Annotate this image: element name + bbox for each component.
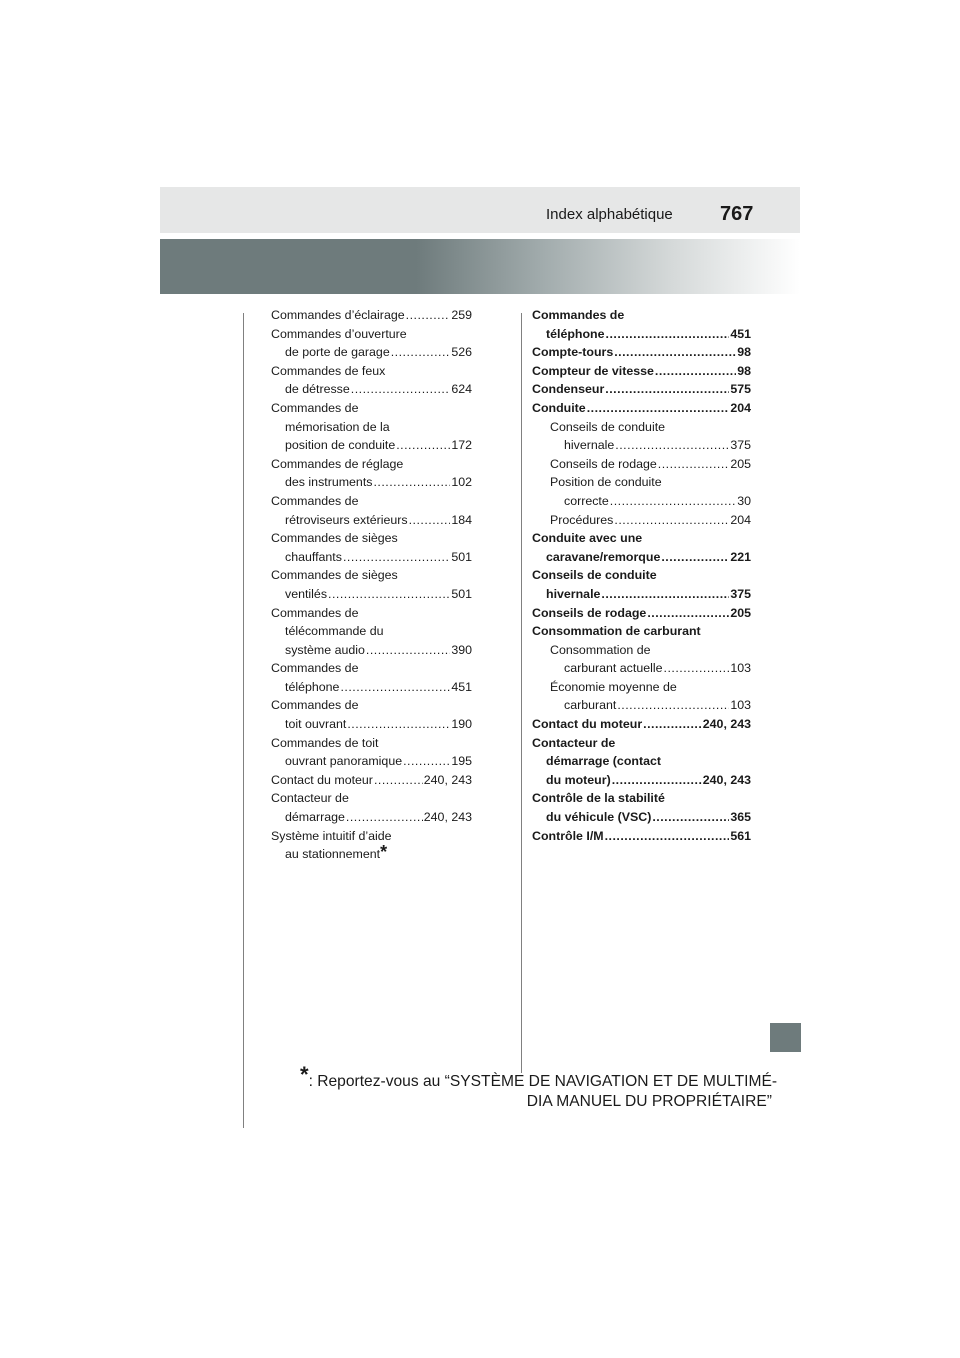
index-line	[532, 362, 751, 381]
gradient-band	[160, 239, 800, 294]
dot-leader	[340, 678, 450, 697]
index-term: Consommation de carburant	[532, 624, 701, 639]
index-line	[271, 808, 472, 827]
index-term: toit ouvrant	[285, 717, 347, 732]
index-entry	[271, 771, 472, 790]
dot-leader	[652, 808, 729, 827]
index-term: Commandes de	[271, 605, 359, 620]
index-term: Compteur de vitesse	[532, 363, 654, 378]
page-reference: 190	[451, 717, 472, 732]
index-line	[271, 734, 472, 753]
index-line	[532, 566, 751, 585]
dot-leader	[343, 548, 450, 567]
page-reference: 375	[730, 586, 751, 601]
index-term: Consommation de	[550, 642, 651, 657]
index-entry	[271, 566, 472, 603]
page-reference: 501	[451, 549, 472, 564]
index-term: Contrôle I/M	[532, 828, 604, 843]
index-entry	[532, 473, 751, 510]
dot-leader	[617, 696, 729, 715]
page-reference: 365	[730, 810, 751, 825]
index-column-right	[532, 306, 751, 845]
footnote-line-2: DIA MANUEL DU PROPRIÉTAIRE”	[526, 1093, 772, 1110]
page-reference: 205	[730, 605, 751, 620]
index-line	[271, 325, 472, 344]
index-line	[271, 696, 472, 715]
index-term: Contact du moteur	[271, 772, 373, 787]
footnote-star: *	[300, 1062, 309, 1087]
page-reference: 102	[451, 475, 472, 490]
index-term: Conduite	[532, 400, 586, 415]
page-reference: 195	[451, 754, 472, 769]
index-term: téléphone	[546, 326, 605, 341]
index-term: ouvrant panoramique	[285, 754, 403, 769]
dot-leader	[647, 604, 729, 623]
section-thumb-tab	[770, 1023, 801, 1052]
index-term: Commandes de sièges	[271, 531, 398, 546]
page-reference: 375	[730, 438, 751, 453]
index-entry	[532, 641, 751, 678]
index-term: Procédures	[550, 512, 614, 527]
index-line	[532, 511, 751, 530]
index-line	[271, 343, 472, 362]
index-line	[271, 529, 472, 548]
index-line	[271, 659, 472, 678]
dot-leader	[658, 455, 730, 474]
index-term: mémorisation de la	[285, 419, 390, 434]
index-entry	[532, 362, 751, 381]
dot-leader	[661, 548, 729, 567]
index-term: carburant actuelle	[564, 661, 663, 676]
index-line	[271, 771, 472, 790]
index-term: Contacteur de	[271, 791, 349, 806]
index-term: de porte de garage	[285, 345, 390, 360]
index-line	[532, 752, 751, 771]
footnote	[300, 1062, 778, 1112]
page-reference: 451	[730, 326, 751, 341]
index-term: Commandes de	[271, 698, 359, 713]
index-line	[271, 566, 472, 585]
index-entry	[532, 343, 751, 362]
index-term: Contrôle de la stabilité	[532, 791, 665, 806]
index-line	[532, 696, 751, 715]
index-term: Commandes de sièges	[271, 568, 398, 583]
index-line	[532, 399, 751, 418]
index-entry	[532, 399, 751, 418]
index-column-left	[271, 306, 472, 864]
index-line	[532, 585, 751, 604]
index-entry	[532, 827, 751, 846]
page-reference: 526	[451, 345, 472, 360]
dot-leader	[366, 641, 450, 660]
index-line	[532, 678, 751, 697]
index-term: chauffants	[285, 549, 342, 564]
index-entry	[271, 529, 472, 566]
index-line	[271, 492, 472, 511]
dot-leader	[406, 306, 451, 325]
index-entry	[532, 529, 751, 566]
page-reference: 204	[730, 512, 751, 527]
index-line	[532, 808, 751, 827]
page-reference: 575	[730, 382, 751, 397]
index-line	[532, 827, 751, 846]
index-term: Conseils de rodage	[532, 605, 647, 620]
index-line	[271, 511, 472, 530]
index-term: Contact du moteur	[532, 717, 643, 732]
index-line	[532, 715, 751, 734]
index-entry	[271, 325, 472, 362]
index-line	[271, 585, 472, 604]
index-term: Commandes de feux	[271, 363, 386, 378]
index-line	[532, 325, 751, 344]
index-term: téléphone	[285, 679, 340, 694]
dot-leader	[612, 771, 702, 790]
index-term: carburant	[564, 698, 617, 713]
index-term: Conseils de rodage	[550, 456, 657, 471]
dot-leader	[328, 585, 450, 604]
column-divider	[521, 313, 522, 1073]
index-line	[532, 659, 751, 678]
index-line	[271, 789, 472, 808]
index-term: caravane/remorque	[546, 549, 661, 564]
index-line	[271, 752, 472, 771]
dot-leader	[403, 752, 450, 771]
dot-leader	[610, 492, 736, 511]
index-entry	[271, 455, 472, 492]
page-reference: 561	[730, 828, 751, 843]
index-term: Condenseur	[532, 382, 605, 397]
index-line	[532, 306, 751, 325]
index-term: Conduite avec une	[532, 531, 643, 546]
index-entry	[532, 622, 751, 641]
index-term: système audio	[285, 642, 365, 657]
index-line	[271, 678, 472, 697]
dot-leader	[605, 827, 730, 846]
dot-leader	[391, 343, 451, 362]
index-term: Économie moyenne de	[550, 679, 677, 694]
dot-leader	[587, 399, 730, 418]
page-reference: 172	[451, 438, 472, 453]
index-entry	[532, 455, 751, 474]
index-term: Conseils de conduite	[550, 419, 666, 434]
dot-leader	[615, 436, 729, 455]
index-entry	[532, 511, 751, 530]
index-line	[271, 473, 472, 492]
index-entry	[271, 604, 472, 660]
page-reference: 204	[730, 400, 751, 415]
page-reference: 501	[451, 586, 472, 601]
index-line	[532, 455, 751, 474]
index-term: Commandes de	[532, 308, 625, 322]
index-line	[532, 343, 751, 362]
index-entry	[271, 306, 472, 325]
index-term: Commandes de	[271, 400, 359, 415]
index-term: hivernale	[564, 438, 615, 453]
index-line	[271, 622, 472, 641]
index-line	[271, 641, 472, 660]
dot-leader	[409, 511, 451, 530]
index-line	[271, 362, 472, 381]
index-term: démarrage (contact	[546, 754, 661, 769]
index-entry	[271, 789, 472, 826]
index-term: hivernale	[546, 586, 601, 601]
dot-leader	[614, 511, 729, 530]
index-term: au stationnement	[285, 847, 381, 862]
dot-leader	[396, 436, 450, 455]
index-term: Système intuitif d’aide	[271, 828, 392, 843]
index-line: au stationnement *	[285, 842, 388, 863]
dot-leader	[655, 362, 736, 381]
dot-leader	[606, 325, 730, 344]
index-line	[532, 492, 751, 511]
dot-leader	[601, 585, 729, 604]
index-line	[532, 436, 751, 455]
page-reference: 98	[737, 345, 751, 360]
index-term: Contacteur de	[532, 735, 616, 750]
index-entry	[532, 604, 751, 623]
index-entry	[532, 678, 751, 715]
index-entry	[271, 659, 472, 696]
index-term: du véhicule (VSC)	[546, 810, 652, 825]
index-term: Commandes d’éclairage	[271, 308, 405, 322]
index-entry	[532, 789, 751, 826]
index-line	[271, 604, 472, 623]
index-term: rétroviseurs extérieurs	[285, 512, 408, 527]
index-entry	[271, 492, 472, 529]
index-line	[532, 548, 751, 567]
index-entry	[271, 827, 472, 864]
index-term: Conseils de conduite	[532, 568, 657, 583]
index-entry	[532, 566, 751, 603]
index-line	[271, 418, 472, 437]
index-term: des instruments	[285, 475, 373, 490]
index-term: démarrage	[285, 810, 345, 825]
index-term: Compte-tours	[532, 345, 614, 360]
index-line	[532, 529, 751, 548]
page-reference: 624	[451, 382, 472, 397]
index-term: Commandes de	[271, 661, 359, 676]
index-line	[532, 473, 751, 492]
page-reference: 30	[737, 493, 751, 508]
page-reference: 205	[730, 456, 751, 471]
page-reference: 103	[730, 661, 751, 676]
page-reference: 451	[451, 679, 472, 694]
dot-leader	[614, 343, 736, 362]
dot-leader	[373, 473, 450, 492]
footnote-line-1: : Reportez-vous au “SYSTÈME DE NAVIGATION ET DE MULTIMÉ-	[308, 1073, 778, 1090]
index-line	[271, 827, 472, 846]
index-term: Commandes d’ouverture	[271, 326, 407, 341]
dot-leader	[346, 808, 423, 827]
page-reference: 390	[451, 642, 472, 657]
index-line	[271, 380, 472, 399]
index-line	[271, 715, 472, 734]
index-entry	[271, 399, 472, 455]
index-line	[532, 641, 751, 660]
index-line	[271, 455, 472, 474]
index-line	[532, 771, 751, 790]
dot-leader	[374, 771, 423, 790]
index-line	[271, 548, 472, 567]
page-reference: 240, 243	[423, 772, 472, 787]
header-bar	[160, 187, 800, 233]
index-term: correcte	[564, 493, 609, 508]
index-term: position de conduite	[285, 438, 396, 453]
index-line	[532, 622, 751, 641]
index-entry	[532, 306, 751, 343]
index-term: Commandes de toit	[271, 735, 379, 750]
index-term: Commandes de réglage	[271, 456, 404, 471]
page-reference: 103	[730, 698, 751, 713]
index-entry	[532, 418, 751, 455]
dot-leader	[605, 380, 729, 399]
index-term: Commandes de	[271, 493, 359, 508]
index-line	[532, 604, 751, 623]
index-entry	[532, 380, 751, 399]
index-entry	[532, 715, 751, 734]
index-line	[271, 436, 472, 455]
page-reference: 98	[737, 363, 751, 378]
index-line	[532, 734, 751, 753]
header-title: Index alphabétique	[546, 206, 673, 223]
index-term: ventilés	[285, 586, 328, 601]
index-entry	[532, 734, 751, 790]
page-reference: 184	[451, 512, 472, 527]
index-line	[532, 380, 751, 399]
index-entry	[271, 734, 472, 771]
page-reference: 240, 243	[423, 810, 472, 825]
page-reference: 259	[451, 308, 472, 322]
page-number: 767	[720, 203, 754, 225]
index-line	[271, 306, 472, 325]
index-term: télécommande du	[285, 624, 384, 639]
dot-leader	[664, 659, 730, 678]
index-term: du moteur)	[546, 772, 611, 787]
left-margin-rule	[243, 313, 244, 1128]
index-entry	[271, 696, 472, 733]
index-term: Position de conduite	[550, 475, 662, 490]
page-reference: 240, 243	[702, 772, 751, 787]
index-line	[532, 789, 751, 808]
index-entry	[271, 362, 472, 399]
index-term: de détresse	[285, 382, 350, 397]
dot-leader	[351, 380, 451, 399]
index-line	[532, 418, 751, 437]
page-reference: 240, 243	[702, 717, 751, 732]
dot-leader	[347, 715, 450, 734]
dot-leader	[643, 715, 702, 734]
page-reference: 221	[730, 549, 751, 564]
index-line	[271, 399, 472, 418]
